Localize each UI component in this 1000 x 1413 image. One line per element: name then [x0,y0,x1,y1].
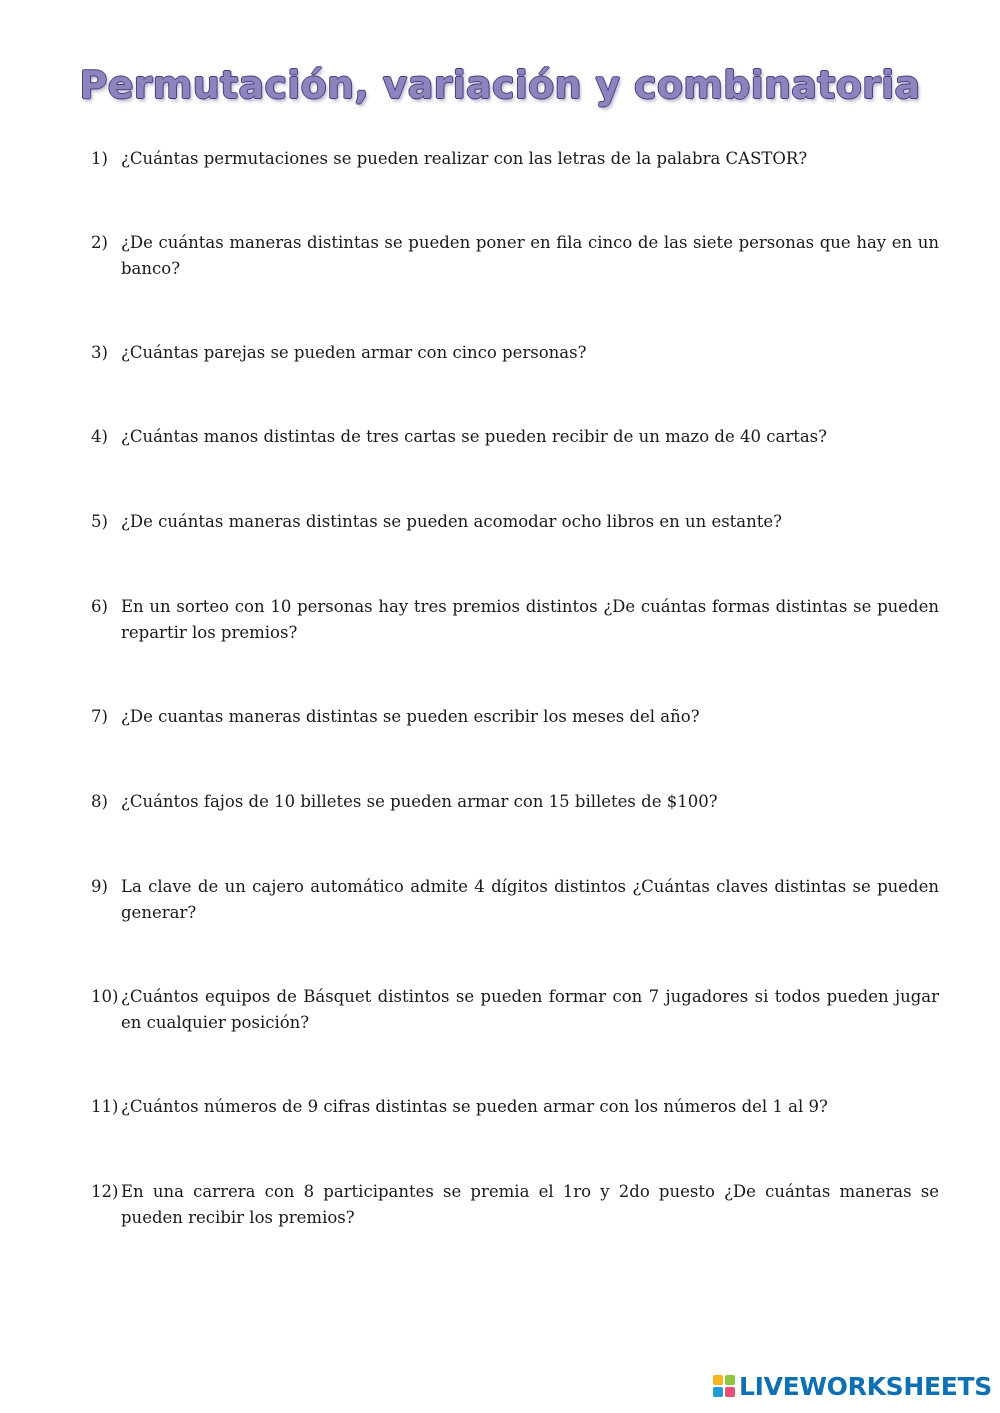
question-text: ¿Cuántas manos distintas de tres cartas se pueden recibir de un mazo de 40 cartas? [121,427,827,446]
question-text: ¿Cuántas parejas se pueden armar con cinco personas? [121,343,587,362]
question-text: La clave de un cajero automático admite 4 dígitos distintos ¿Cuántas claves distintas se pueden generar? [121,877,939,922]
question-text: ¿De cuántas maneras distintas se pueden poner en fila cinco de las siete personas que hay en un banco? [121,233,939,278]
question-item [91,340,939,366]
question-text: En un sorteo con 10 personas hay tres premios distintos ¿De cuántas formas distintas se pueden repartir los premios? [121,597,939,642]
question-item [91,230,939,282]
question-text: ¿Cuántas permutaciones se pueden realizar con las letras de la palabra CASTOR? [121,149,808,168]
question-number: 8) [91,792,108,811]
question-item [91,146,939,172]
question-item [91,789,939,815]
logo-square [725,1387,735,1397]
question-number: 4) [91,427,108,446]
question-number: 10) [91,987,119,1006]
question-text: ¿De cuantas maneras distintas se pueden escribir los meses del año? [121,707,700,726]
question-item [91,1179,939,1231]
question-text: ¿Cuántos números de 9 cifras distintas se pueden armar con los números del 1 al 9? [121,1097,828,1116]
logo-text: LIVEWORKSHEETS [738,1371,992,1401]
question-number: 9) [91,877,108,896]
liveworksheets-logo[interactable] [713,1371,992,1401]
question-text: ¿De cuántas maneras distintas se pueden acomodar ocho libros en un estante? [121,512,783,531]
liveworksheets-logo-icon [713,1375,735,1397]
question-item [91,704,939,730]
question-number: 1) [91,149,108,168]
question-number: 2) [91,233,108,252]
question-number: 7) [91,707,108,726]
question-number: 6) [91,597,108,616]
question-item [91,509,939,535]
question-item [91,424,939,450]
page-title: Permutación, variación y combinatoria [79,63,921,107]
question-text: En una carrera con 8 participantes se premia el 1ro y 2do puesto ¿De cuántas maneras se pueden recibir los premios? [121,1182,939,1227]
logo-square [725,1375,735,1385]
question-item [91,874,939,926]
question-item [91,1094,939,1120]
question-item [91,594,939,646]
question-item [91,984,939,1036]
logo-square [713,1387,723,1397]
question-number: 3) [91,343,108,362]
question-number: 11) [91,1097,119,1116]
question-number: 12) [91,1182,119,1201]
question-text: ¿Cuántos equipos de Básquet distintos se pueden formar con 7 jugadores si todos pueden jugar en cualquier posición? [121,987,939,1032]
question-text: ¿Cuántos fajos de 10 billetes se pueden armar con 15 billetes de $100? [121,792,718,811]
question-number: 5) [91,512,108,531]
logo-square [713,1375,723,1385]
